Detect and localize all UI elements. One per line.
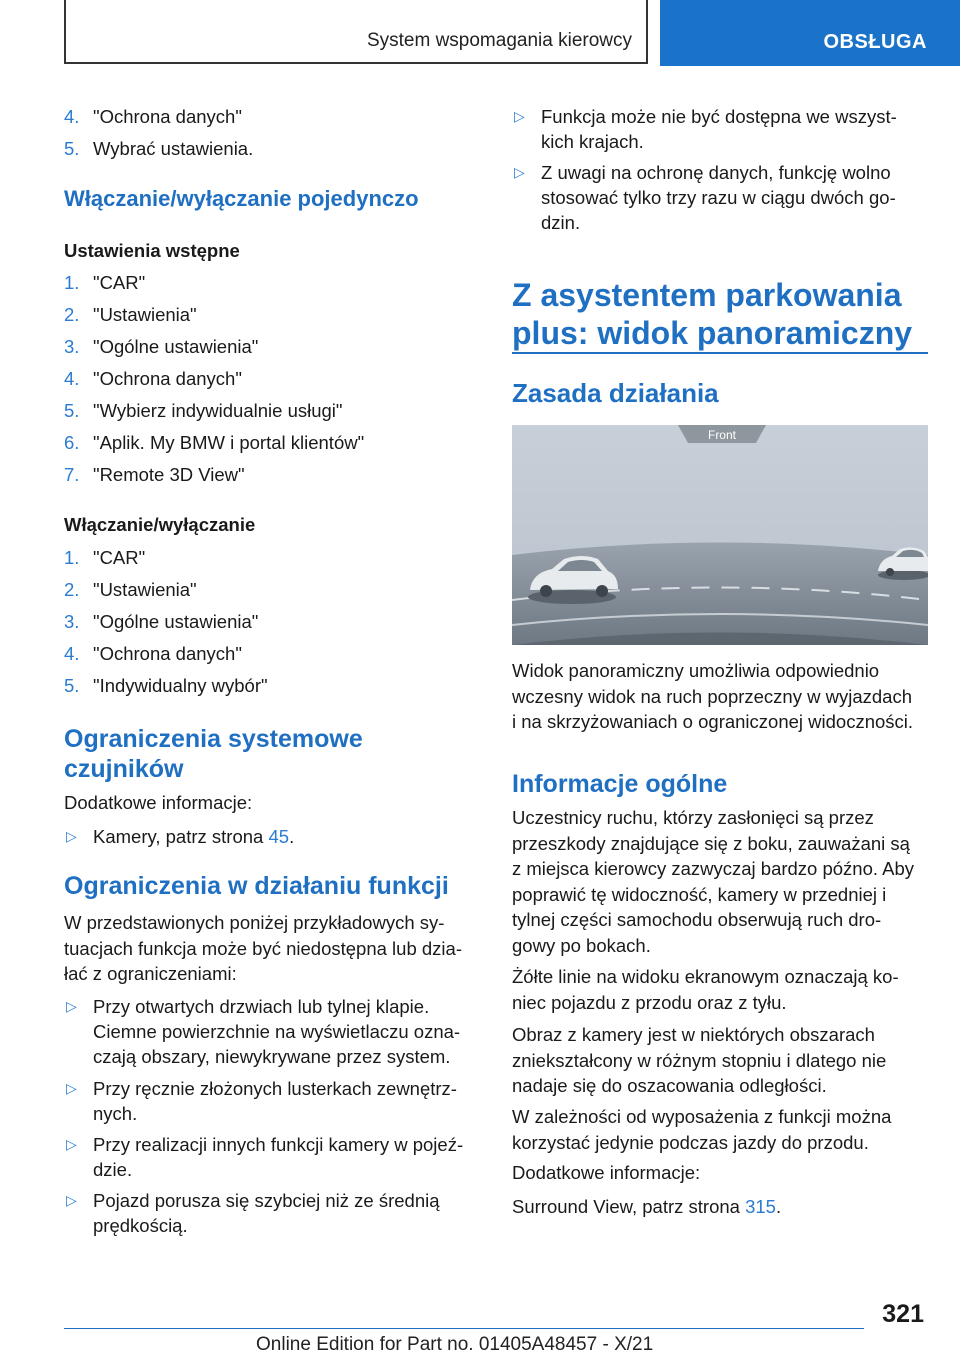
bullet-text: Funkcja może nie być dostępna we wszyst- kich krajach. [541,106,897,152]
section-heading: Zasada działania [512,378,719,408]
bullet-text: Przy realizacji innych funkcji kamery w pojeź- dzie. [93,1134,464,1180]
info-label: Dodatkowe informacje: [64,792,253,813]
footer-edition: Online Edition for Part no. 01405A48457 - X/21 [256,1334,654,1355]
section-heading: Ograniczenia w działaniu funkcji [64,872,449,900]
list-number: 5. [64,138,80,159]
header-chapter-tab [660,0,960,66]
list-number: 5. [64,400,80,421]
bullet-triangle-icon: ▷ [66,828,77,844]
list-number: 3. [64,611,80,632]
list-number: 1. [64,547,80,568]
list-text: "CAR" [93,272,146,293]
list-number: 4. [64,643,80,664]
paragraph: Uczestnicy ruchu, którzy zasłonięci są przez przeszkody znajdujące się z boku, zauważani są z miejsca kierowcy zazwyczaj bardzo późno. Aby poprawić tę widoczność, kamery w przedniej i tylnej części samochodu obserwują ruch dro- gowy po bokach. [512,807,915,956]
list-text: "Ochrona danych" [93,368,242,389]
bullet-text: Pojazd porusza się szybciej niż ze średnią prędkością. [93,1190,440,1236]
page-link[interactable]: 315 [745,1196,776,1217]
subsection-heading: Włączanie/wyłączanie [64,514,256,535]
list-number: 5. [64,675,80,696]
bullet-text-main: Kamery, patrz strona [93,826,269,847]
list-text: "Ochrona danych" [93,106,242,127]
list-text: "Ogólne ustawienia" [93,611,259,632]
bullet-triangle-icon: ▷ [514,108,525,124]
paragraph: Widok panoramiczny umożliwia odpowiednio wczesny widok na ruch poprzeczny w wyjazdach i na skrzyżowaniach o ograniczonej widoczności. [512,660,914,732]
bullet-text-end: . [289,826,295,847]
subsection-heading: Ustawienia wstępne [64,240,240,261]
list-number: 1. [64,272,80,293]
bullet-triangle-icon: ▷ [66,1192,77,1208]
list-number: 4. [64,368,80,389]
list-number: 3. [64,336,80,357]
list-text: "Indywidualny wybór" [93,675,268,696]
bullet-triangle-icon: ▷ [66,998,77,1014]
paragraph: W przedstawionych poniżej przykładowych sy- tuacjach funkcja może być niedostępna lub dzia- łać z ograniczeniami: [64,912,462,984]
bullet-text [93,824,483,849]
list-number: 7. [64,464,80,485]
bullet-text: Przy otwartych drzwiach lub tylnej klapie. Ciemne powierzchnie na wyświetlaczu ozna- czają obszary, niewykrywane przez system. [93,996,461,1067]
surround-text: Surround View, patrz strona [512,1196,746,1217]
paragraph [512,1194,781,1220]
list-text: "CAR" [93,547,146,568]
page-number: 321 [882,1300,924,1328]
list-number: 4. [64,106,80,127]
section-heading: Informacje ogólne [512,770,728,798]
info-label: Dodatkowe informacje: [512,1162,701,1183]
header-chapter-title: OBSŁUGA [823,31,927,53]
bullet-triangle-icon: ▷ [514,164,525,180]
section-heading: Włączanie/wyłączanie pojedynczo [64,186,419,211]
title-rule [512,352,928,354]
bullet-text: Przy ręcznie złożonych lusterkach zewnętrz- nych. [93,1078,457,1124]
paragraph: Żółte linie na widoku ekranowym oznaczają ko- niec pojazdu z przodu oraz z tyłu. [512,966,899,1013]
list-text: Wybrać ustawienia. [93,138,254,159]
camera-view-image [512,425,928,645]
camera-front-label: Front [707,428,737,442]
chapter-title: Z asystentem parkowania plus: widok panoramiczny [512,277,913,351]
bullet-triangle-icon: ▷ [66,1080,77,1096]
surround-text-end: . [775,1196,782,1217]
bullet-text: Z uwagi na ochronę danych, funkcję wolno stosować tylko trzy razu w ciągu dwóch go- dzin. [541,162,896,233]
list-text: "Ogólne ustawienia" [93,336,259,357]
list-number: 2. [64,304,80,325]
list-number: 6. [64,432,80,453]
header-section-title: System wspomagania kierowcy [366,30,632,51]
list-text: "Aplik. My BMW i portal klientów" [93,432,365,453]
section-heading: Ograniczenia systemowe czujników [64,725,363,783]
list-text: "Ustawienia" [93,304,197,325]
paragraph: Obraz z kamery jest w niektórych obszarach zniekształcony w różnym stopniu i dlatego nie nadaje się do oszacowania odległości. [512,1024,887,1096]
bullet-triangle-icon: ▷ [66,1136,77,1152]
paragraph: W zależności od wyposażenia z funkcji można korzystać jedynie podczas jazdy do przodu. [512,1106,892,1153]
page-link[interactable]: 45 [268,826,290,847]
footer-rule [64,1328,864,1329]
list-number: 2. [64,579,80,600]
list-text: "Remote 3D View" [93,464,245,485]
list-text: "Wybierz indywidualnie usługi" [93,400,343,421]
header-section-box [64,0,648,64]
list-text: "Ochrona danych" [93,643,242,664]
list-text: "Ustawienia" [93,579,197,600]
